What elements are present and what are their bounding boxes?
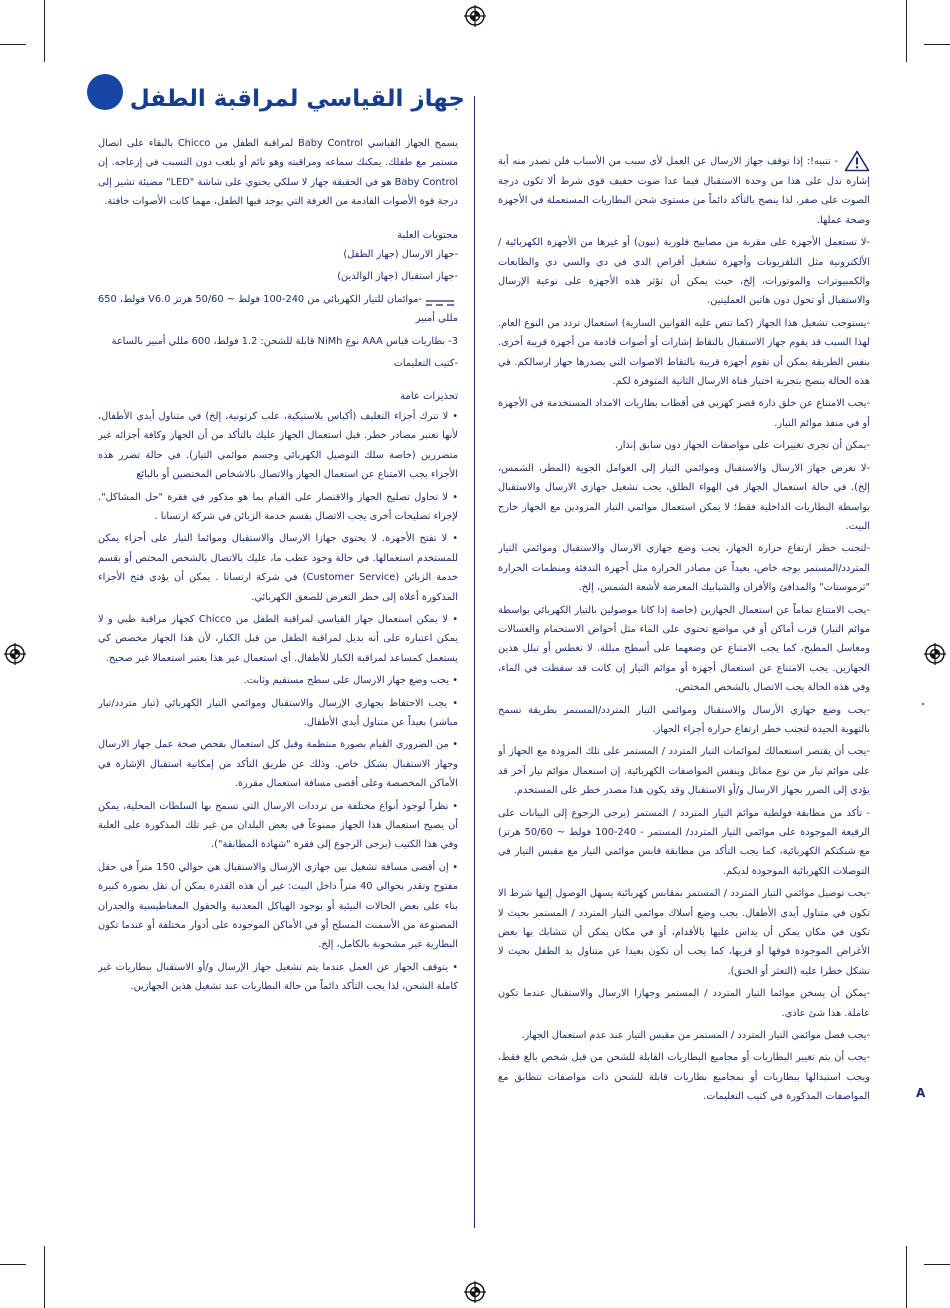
safety-item: -يجب فصل موائمي التيار المتردد / المستمر من مقبس التيار عند عدم استعمال الجهاز. <box>521 1030 870 1042</box>
crop-mark <box>44 1246 45 1308</box>
right-column <box>498 150 870 1240</box>
contents-item: 3- بطاريات قياس AAA نوع NiMh قابلة للشحن: 1.2 فولط، 600 مللي أمبير بالساعة <box>111 335 458 347</box>
contents-heading: محتويات العلبة <box>397 229 458 241</box>
safety-item: -لا تستعمل الأجهزة على مقربة من مصابيح فلورية (نيون) أو غيرها من الأجهزة الكهربائية / الألكترونية مثل التلفزيونات وأجهزة تشغيل أقراص الدي في دي والسي دي والطابعات والكمبيوترات والموتورات، إلخ، حيث يمكن أن تؤثر هذه الأجهزة على نوعية الإرسال والاستقبال أو تحول دون هاتين العمليتين. <box>498 237 870 307</box>
warning-item: • من الضروري القيام بصورة منتظمة وقبل كل استعمال بفحص صحة عمل جهاز الارسال وجهاز الاستقبال بشكل خاص. وذلك عن طريق التأكد من إمكانية استقبال الإشارة في الأماكن المخصصة وعلى أقصى مسافة استعمال مقررة. <box>98 739 458 790</box>
safety-item: - تأكد من مطابقة فولطية موائم التيار المتردد / المستمر (يرجى الرجوع إلى البيانات على الرقيعة الموجودة على موائمي التيار المتردد/ المستمر - 240-100 فولط ~ 50/60 هرتز) مع شبكتكم الكهربائية، كما يجب التأكد من مطابقة قابس موائمي التيار مع مقبس التيار في التوصلات الكهربائية الموجودة لديكم. <box>498 807 870 877</box>
safety-item: -يجب وضع جهازي الأرسال والاستقبال وموائمي التيار المتردد/المستمر بطريقة تسمح بالتهوية الجيدة لتجنب خطر ارتفاع حرارة أجزاء الجهاز. <box>498 704 870 735</box>
safety-item: -يجب توصيل موائمي التيار المتردد / المستمر بمقابس كهربائية يسهل الوصول إليها شرط الا تكون في متناول أيدي الأطفال. يجب وضع أسلاك موائمي التيار المتردد / المستمر بحيث لا تكون في مكان يمكن أن يداس عليها بالأقدام، أو في مكان يمكن أن تتشابك بها بعض الأغراض الموجودة فوقها أو قربها، كما يجب أن تكون بعيدا عن متناول يد الطفل بحيث لا تشكل خطرا عليه (التعثر أو الخنق). <box>498 888 870 977</box>
page-title: جهاز القياسي لمراقبة الطفل <box>129 86 465 112</box>
safety-item: -يجب الامتناع عن خلق دارة قصر كهربي في أقطاب بطاريات الامداد المستخدمة في الأجهزة أو في منفذ موائم التيار. <box>498 398 870 429</box>
safety-item: -يجب أن يقتصر استعمالك لموائمات التيار المتردد / المستمر على تلك المزودة مع الجهاز أو على موائم تيار من نوع مماثل وبنفس المواصفات الكهربائية. إن استعمال موائم تيار آخر قد يؤدي إلى الضرر بجهاز الارسال و/أو الاستقبال وقد يكون هذا مصدر خطر على المستخدم. <box>498 746 870 797</box>
safety-item: -يمكن أن يسخن موائما التيار المتردد / المستمر وجهازا الارسال والاستقبال عندما تكون عاملة. هذا شئ عادي. <box>498 988 870 1019</box>
warning-triangle-icon <box>844 150 870 172</box>
contents-item: -كتيب التعليمات <box>393 358 458 370</box>
crop-mark <box>924 44 950 45</box>
crop-mark <box>906 1246 907 1308</box>
crop-mark <box>906 0 907 62</box>
crop-mark <box>44 0 45 62</box>
registration-mark-icon <box>464 1281 486 1303</box>
contents-item: -جهاز الارسال (جهاز الطفل) <box>343 249 458 261</box>
left-column <box>98 134 458 1164</box>
speck <box>922 703 924 705</box>
safety-item: -يجب أن يتم تغيير البطاريات أو مجاميع البطاريات القابلة للشحن من قبل شخص بالغ فقط، ويجب استبدالها ببطاريات أو بمجاميع بطاريات قابلة للشحن ذات مواصفات تتطابق مع المواصفات المذكورة في كتيب التعليمات. <box>498 1052 870 1103</box>
safety-item: -يستوجب تشغيل هذا الجهاز (كما تنص عليه القوانين السارية) استعمال تردد من النوع العام. لهذا السبب قد يقوم جهاز الاستقبال بالتقاط إشارات أو أصوات قادمة من أجهزة قريبة أخرى. بنفس الطريقة يمكن أن تقوم أجهزة قريبة بالتقاط الاصوات التي يصدرها جهاز ارسالكم. في هذه الحالة ينصح بتجربة اختيار قناة الارسال الثانية المتوفرة لكم. <box>498 317 870 388</box>
safety-item: -يجب الامتناع تماماً عن استعمال الجهازين (خاصة إذا كانا موصولين بالتيار الكهربائي بواسطة موائم التيار) قرب أماكن أو في مواضع تحتوي على الماء مثل أحواض الاستحمام والغسالات ومغاسل المطبخ، كما يجب الامتناع عن وضعهما على أسطح مبللة. لا تغطس أو تبلل هذين الجهازين. يجب الامتناع عن استعمال أجهزة أو موائم التيار إن كانت قد سقطت في الماء، وفي هذه الحالة يجب الاتصال بالشخص المختص. <box>498 604 870 694</box>
safety-item: -يمكن أن تجرى تغييرات على مواصفات الجهاز دون سابق إنذار. <box>614 440 870 452</box>
dc-symbol-icon <box>425 295 455 303</box>
contents-item: -جهاز استقبال (جهاز الوالدين) <box>337 271 458 283</box>
registration-mark-icon <box>464 5 486 27</box>
warning-item: • يجب الاحتفاظ بجهازي الإرسال والاستقبال وموائمي التيار الكهربائي (تيار متردد/تيار مباشر) بعيداً عن متناول أيدي الأطفال. <box>98 697 458 728</box>
page-letter: A <box>916 1086 926 1100</box>
warning-item: • لا تحاول تصليح الجهاز والاقتصار على القيام بما هو مذكور في فقرة "حل المشاكل". لإجراء تصليحات أخرى يجب الاتصال بقسم خدمة الزبائن في شركة ارتسانا . <box>98 491 458 522</box>
safety-item: -لتجنب خطر ارتفاع حرارة الجهاز، يجب وضع جهازي الارسال والاستقبال وموائمي التيار المتردد/المستمر بوجه خاص، بعيداً عن مصادر الحرارة مثل أجهزة التدفئة ومنظمات الحرارة "ثرموستات" والمدافئ والأفران والشبابيك المعرضة لأشعة الشمس، إلخ. <box>498 543 870 594</box>
crop-mark <box>0 44 26 45</box>
contents-item-text: -موائمان للتيار الكهربائي من 240-100 فولط ~ 50/60 هرتز V6.0 فولط، 650 مللي أمبير <box>98 293 458 325</box>
warning-item: • نظراً لوجود أنواع مختلفة من ترددات الارسال التي تسمح بها السلطات المحلية، يمكن أن يصبح استعمال هذا الجهاز ممنوعاً في بعض البلدان من غير تلك المذكورة على العلبة وفي هذا الكتيب (يرجى الرجوع إلى فقرة "شهادة المطابقة"). <box>98 800 458 851</box>
warning-item: • لا يمكن استعمال جهاز القياسي لمراقبة الطفل من Chicco كجهاز مراقبة طبي و لا يمكن اعتباره على أنه بديل لمراقبة الطفل من قبل الكبار، لأن هذا الجهاز مخصص كي يستعمل كمساعد لمراقبة الكبار للأطفال. أي استعمال غير هذا يعتبر استعمالا غير صحيح. <box>98 613 458 664</box>
intro-paragraph: يسمح الجهاز القياسي Baby Control لمراقبة الطفل من Chicco بالبقاء على اتصال مستمر مع طفلك. يمكنك سماعه ومراقبته وهو نائم أو يلعب دون التسبب في إزعاجه. إن Baby Control هو في الحقيقة جهاز لا سلكي يحتوي على شاشة "LED" مضيئة تشير إلى درجة قوة الأصوات القادمة من الغرفة التي يوجد فيها الطفل، مهما كانت الأصوات خافتة. <box>98 138 458 208</box>
warnings-heading: تحذيرات عامة <box>400 391 458 403</box>
warning-item: • يجب وضع جهاز الارسال على سطح مستقيم وثابت. <box>243 675 458 687</box>
warning-item: • إن أقصى مسافة تشغيل بين جهازي الإرسال والاستقبال هي حوالي 150 متراً في حقل مفتوح وتقدر بحوالي 40 متراً داخل البيت: غير أن هذه القدرة يمكن أن تقل بصورة كبيرة بناء على بعض الحالات البيئية أو بوجود الهياكل المعدنية والحقول المغناطيسية والجدران المصنوعة من الأسمنت المسلح أو في الأماكن الموجودة على أدوار مختلفة أو عندما تكون البطارية غير مشحونة بالكامل، إلخ. <box>98 861 458 951</box>
crop-mark <box>0 1264 26 1265</box>
registration-mark-icon <box>924 643 946 665</box>
warning-item: • لا تفتح الأجهزة. لا يحتوي جهازا الارسال والاستقبال وموائما التيار على أجزاء يمكن للمستخدم استعمالها. في حالة وجود عطب ما، عليك بالاتصال بالشخص المختص أو بقسم خدمة الزبائن (Customer Service) في شركة ارتسانا . يمكن أن يؤدي فتح الأجزاء المذكورة أعلاه إلى خطر التعرض للصعق الكهربائي. <box>98 533 458 603</box>
column-divider <box>474 96 475 1228</box>
crop-mark <box>924 1264 950 1265</box>
safety-item: -لا تعرض جهاز الارسال والاستقبال وموائمي التيار إلى العوامل الجوية (المطر، الشمس، إلخ). في حالة استعمال الجهاز في الهواء الطلق، يجب تشغيل جهازي الارسال والاستقبال بواسطة البطاريات الداخلية فقط؛ لا يمكن استعمال موائمي التيار المزودين مع الجهاز خارج البيت. <box>498 462 870 532</box>
contents-item <box>98 290 458 329</box>
warning-item: • يتوقف الجهاز عن العمل عندما يتم تشغيل جهاز الإرسال و/أو الاستقبال ببطاريات غير كاملة الشحن، لذا يجب التأكد دائماً من حالة البطاريات عند تشغيل هذين الجهازين. <box>98 961 458 993</box>
warning-item: • لا تترك أجزاء التغليف (أكياس بلاستيكية، علب كرتونية، إلخ) في متناول أيدي الأطفال، لأنها تعتبر مصادر خطر. قبل استعمال الجهاز عليك بالتأكد من أن الجهاز وكافة أجزائه غير متضررين (خاصة سلك التوصيل الكهربائي وجسم موائمي التيار). في حالة تضرر هذه الأجزاء يجب الامتناع عن استعمال الجهاز والاتصال بالاشخاص المختصين أو بالبائع <box>98 410 458 481</box>
registration-mark-icon <box>4 643 26 665</box>
caution-text: - تنبيه!: إذا توقف جهاز الارسال عن العمل لأي سبب من الأسباب فلن تصدر منه أية إشارة تدل على هذا من وحدة الاستقبال فيما عدا صوت حفيف قوي شرط ألا تكون درجة الصوت على صفر. لذا ينصح بالتأكد دائماً من مستوى شحن البطاريات المستعملة في الأجهزة وصحة عملها. <box>498 156 870 226</box>
caution-paragraph <box>498 150 870 230</box>
